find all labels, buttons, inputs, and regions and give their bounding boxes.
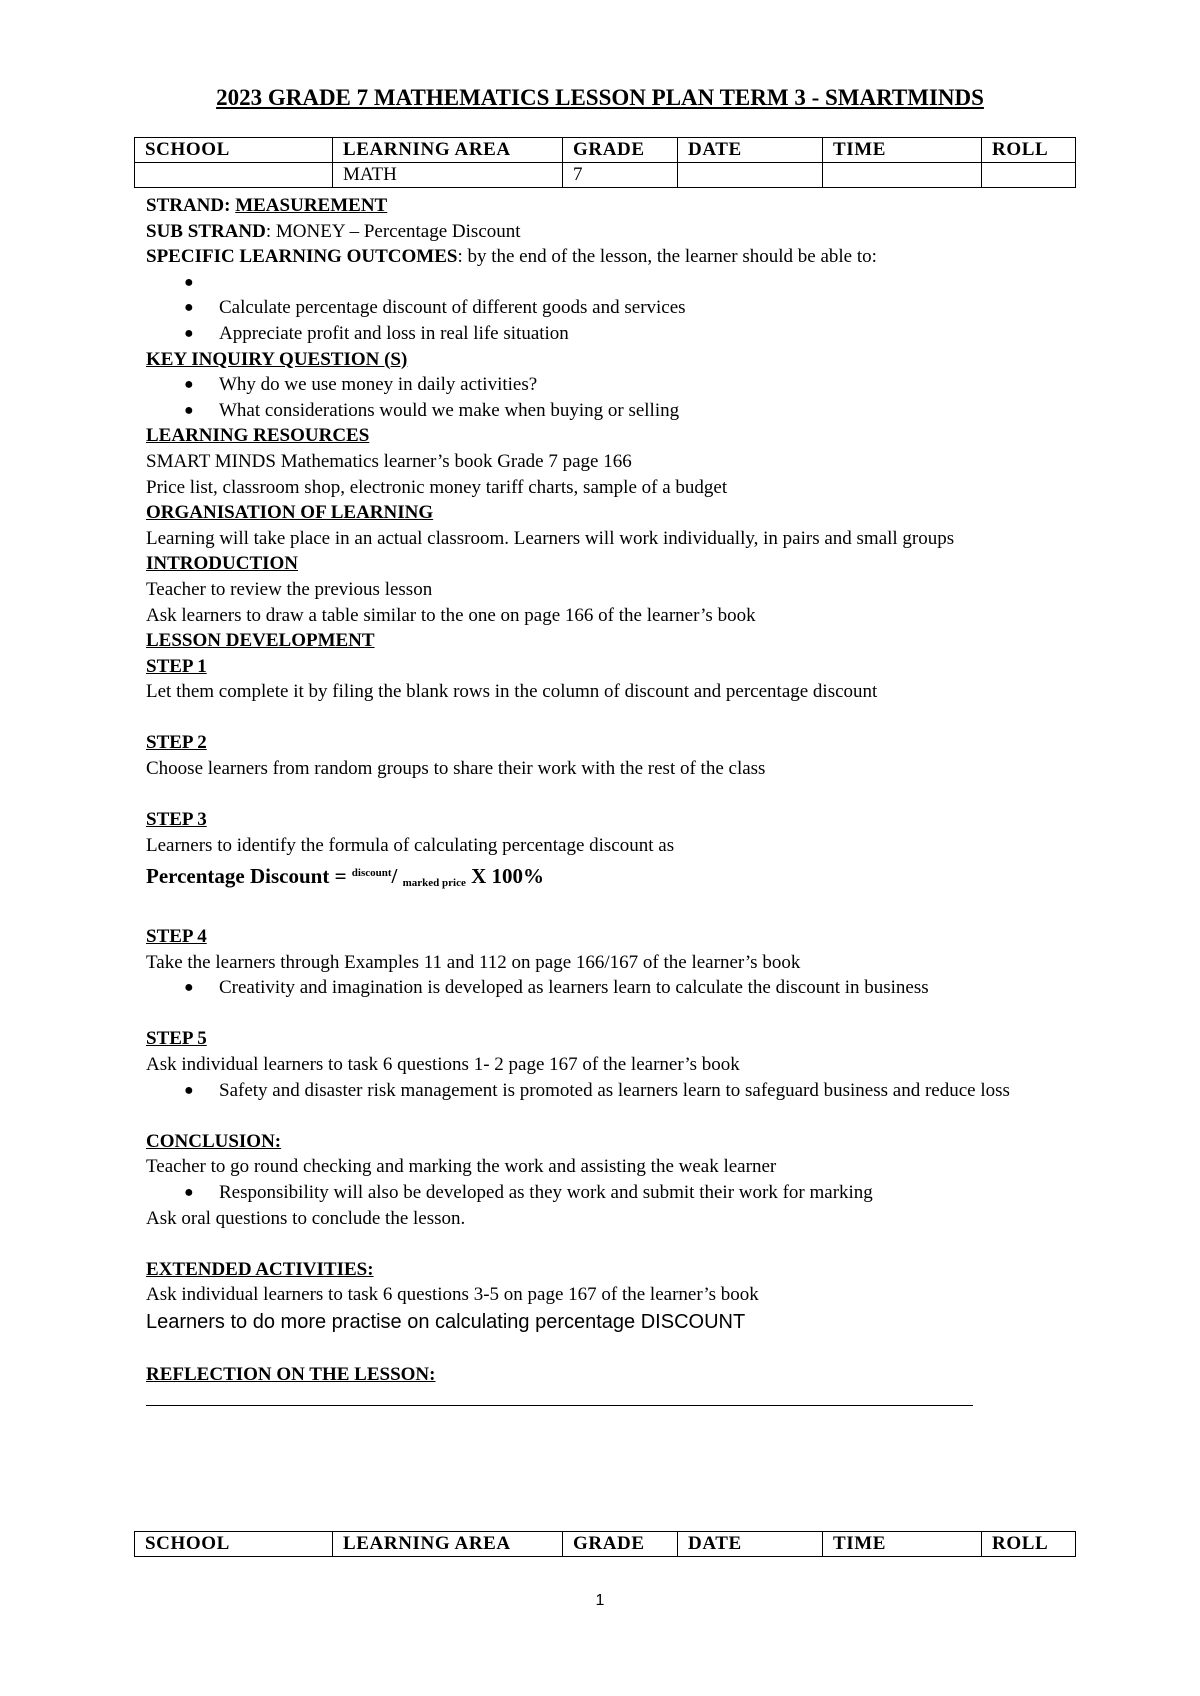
lesson-content xyxy=(146,193,1076,1406)
header-school: SCHOOL xyxy=(135,1532,333,1557)
resources-line: Price list, classroom shop, electronic money tariff charts, sample of a budget xyxy=(146,476,728,498)
bullet-icon: ● xyxy=(184,299,194,317)
header-grade: GRADE xyxy=(563,138,678,163)
list-item: ● Safety and disaster risk management is promoted as learners learn to safeguard business and reduce loss xyxy=(146,1078,1076,1104)
lesson-info-table xyxy=(134,137,1076,188)
introduction-line: Ask learners to draw a table similar to the one on page 166 of the learner’s book xyxy=(146,604,756,626)
header-time: TIME xyxy=(823,138,982,163)
extended-heading: EXTENDED ACTIVITIES: xyxy=(146,1258,374,1280)
header-learning-area: LEARNING AREA xyxy=(333,138,563,163)
conclusion-heading: CONCLUSION: xyxy=(146,1130,282,1152)
organisation-heading: ORGANISATION OF LEARNING xyxy=(146,502,434,524)
list-item xyxy=(146,270,1076,296)
header-date: DATE xyxy=(678,1532,823,1557)
introduction-line: Teacher to review the previous lesson xyxy=(146,578,433,600)
resources-line: SMART MINDS Mathematics learner’s book Grade 7 page 166 xyxy=(146,450,632,472)
reflection-heading: REFLECTION ON THE LESSON: xyxy=(146,1363,436,1385)
list-item: ● What considerations would we make when buying or selling xyxy=(146,398,1076,424)
table-row xyxy=(135,163,1076,188)
step3-label: STEP 3 xyxy=(146,809,207,831)
step3-text: Learners to identify the formula of calculating percentage discount as xyxy=(146,834,675,856)
outcomes-line xyxy=(146,244,1076,270)
outcomes-list xyxy=(146,270,1076,347)
page-number: 1 xyxy=(595,1592,605,1609)
header-time: TIME xyxy=(823,1532,982,1557)
step5-text: Ask individual learners to task 6 questions 1- 2 page 167 of the learner’s book xyxy=(146,1054,740,1075)
step1-text: Let them complete it by filing the blank rows in the column of discount and percentage discount xyxy=(146,681,878,703)
step1-label: STEP 1 xyxy=(146,655,207,677)
sub-strand-value: : MONEY – Percentage Discount xyxy=(265,220,521,242)
bullet-icon: ● xyxy=(184,401,194,419)
extended-text: Ask individual learners to task 6 questions 3-5 on page 167 of the learner’s book xyxy=(146,1284,759,1306)
bullet-icon: ● xyxy=(184,273,194,291)
percentage-discount-formula: Percentage Discount = $^{discount}$/ $_{marked price}$ X 100% xyxy=(146,864,545,890)
introduction-heading: INTRODUCTION xyxy=(146,553,299,575)
resources-heading: LEARNING RESOURCES xyxy=(146,425,370,447)
step5-label: STEP 5 xyxy=(146,1028,207,1050)
header-school: SCHOOL xyxy=(135,138,333,163)
organisation-text: Learning will take place in an actual classroom. Learners will work individually, in pairs and small groups xyxy=(146,527,955,549)
cell-grade: 7 xyxy=(563,163,678,188)
extended-note: Learners to do more practise on calculating percentage DISCOUNT xyxy=(146,1310,746,1333)
strand-label: STRAND: xyxy=(146,195,231,216)
bullet-icon: ● xyxy=(184,979,194,997)
conclusion-list xyxy=(146,1180,1076,1206)
sub-strand-line xyxy=(146,219,1076,245)
cell-date xyxy=(678,163,823,188)
strand-line xyxy=(146,193,1076,219)
list-item: ● Responsibility will also be developed as they work and submit their work for marking xyxy=(146,1180,1076,1206)
list-item: ● Appreciate profit and loss in real life situation xyxy=(146,321,1076,347)
table-header-row xyxy=(135,138,1076,163)
step5-list xyxy=(146,1078,1076,1104)
cell-roll xyxy=(982,163,1076,188)
conclusion-closing: Ask oral questions to conclude the lesson. xyxy=(146,1207,466,1229)
list-item: ● Why do we use money in daily activities? xyxy=(146,372,1076,398)
step4-list xyxy=(146,975,1076,1001)
cell-learning-area: MATH xyxy=(333,163,563,188)
header-roll: ROLL xyxy=(982,1532,1076,1557)
table-header-row xyxy=(135,1532,1076,1557)
header-date: DATE xyxy=(678,138,823,163)
list-item: ● Calculate percentage discount of different goods and services xyxy=(146,295,1076,321)
cell-time xyxy=(823,163,982,188)
list-item: ● Creativity and imagination is developed as learners learn to calculate the discount in business xyxy=(146,975,1076,1001)
header-roll: ROLL xyxy=(982,138,1076,163)
step4-text: Take the learners through Examples 11 and 112 on page 166/167 of the learner’s book xyxy=(146,951,801,973)
bullet-icon: ● xyxy=(184,1081,194,1099)
step2-label: STEP 2 xyxy=(146,732,207,754)
reflection-line xyxy=(146,1387,973,1406)
sub-strand-label: SUB STRAND xyxy=(146,220,266,242)
header-grade: GRADE xyxy=(563,1532,678,1557)
bullet-icon: ● xyxy=(184,376,194,394)
header-learning-area: LEARNING AREA xyxy=(333,1532,563,1557)
document-title: 2023 GRADE 7 MATHEMATICS LESSON PLAN TERM 3 - SMARTMINDS xyxy=(216,85,984,110)
step4-label: STEP 4 xyxy=(146,926,207,948)
bullet-icon: ● xyxy=(184,324,194,342)
inquiry-list xyxy=(146,372,1076,423)
conclusion-text: Teacher to go round checking and marking the work and assisting the weak learner xyxy=(146,1156,777,1178)
strand-value: MEASUREMENT xyxy=(235,195,388,216)
development-heading: LESSON DEVELOPMENT xyxy=(146,630,375,652)
next-lesson-info-table xyxy=(134,1531,1076,1557)
cell-school xyxy=(135,163,333,188)
outcomes-intro: : by the end of the lesson, the learner should be able to: xyxy=(457,246,877,268)
outcomes-label: SPECIFIC LEARNING OUTCOMES xyxy=(146,246,458,268)
step2-text: Choose learners from random groups to share their work with the rest of the class xyxy=(146,758,766,780)
inquiry-heading: KEY INQUIRY QUESTION (S) xyxy=(146,348,408,370)
bullet-icon: ● xyxy=(184,1183,194,1201)
